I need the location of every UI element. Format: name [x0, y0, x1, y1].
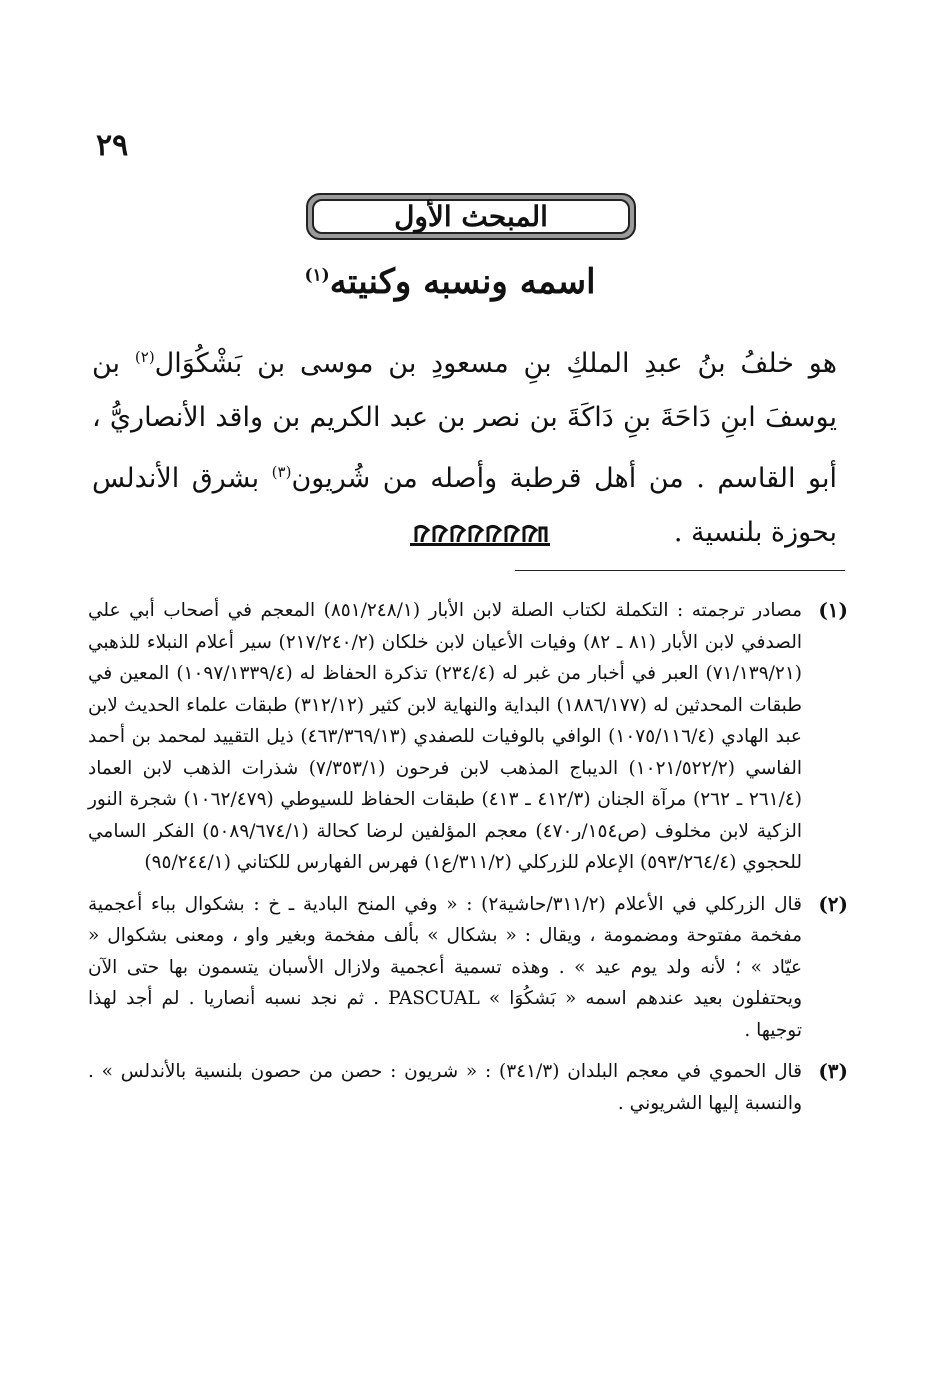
- footnote-number: (٣): [818, 1059, 848, 1083]
- main-text-part-1: هو خلفُ بنُ عبدِ الملكِ بنِ مسعودِ بن موسى بن بَشْكُوَال: [154, 348, 837, 379]
- section-title-frame: [306, 193, 636, 240]
- footnote-text: مصادر ترجمته : التكملة لكتاب الصلة لابن الأبار (٨٥١/٢٤٨/١) المعجم في أصحاب أبي علي الصدفي لابن الأبار (٨١ ـ ٨٢) وفيات الأعيان لابن خلكان (٢١٧/٢٤٠/٢) سير أعلام النبلاء للذهبي (٧١/١٣٩/٢١) العبر في أخبار من غبر له (٢٣٤/٤) تذكرة الحفاظ له (١٠٩٧/١٣٣٩/٤) المعين في طبقات المحدثين له (١٨٨٦/١٧٧) البداية والنهاية لابن كثير (٣١٢/١٢) طبقات علماء الحديث لابن عبد الهادي (١٠٧٥/١١٦/٤) الوافي بالوفيات للصفدي (٤٦٣/٣٦٩/١٣) ذيل التقييد لمحمد بن أحمد الفاسي (١٠٢١/٥٢٢/٢) الديباج المذهب لابن فرحون (٧/٣٥٣/١) شذرات الذهب لابن العماد (٢٦١/٤ ـ ٢٦٢) مرآة الجنان (٤١٢/٣ ـ ٤١٣) طبقات الحفاظ للسيوطي (١٠٦٢/٤٧٩) شجرة النور الزكية لابن مخلوف (ص١٥٤/ر٤٧٠) معجم المؤلفين لرضا كحالة (٥٠٨٩/٦٧٤/١) الفكر السامي للحجوي (٥٩٣/٢٦٤/٤) الإعلام للزركلي (٣١١/٢/ع١) فهرس الفهارس للكتاني (٩٥/٢٤٤/١): [88, 600, 803, 873]
- footnote-3: [88, 1056, 848, 1119]
- footnote-1: [88, 595, 848, 879]
- footnote-number: (٢): [818, 891, 848, 916]
- footnote-2: [88, 889, 848, 1047]
- footnotes: [88, 595, 848, 1129]
- main-text-part-3: بشرق الأندلس بحوزة بلنسية .: [92, 463, 837, 548]
- main-text-part-2: بن يوسفَ ابنِ دَاحَةَ بنِ دَاكَةَ بن نصر بن عبد الكريم بن واقد الأنصاريُّ ، أبو القاسم . من أهل قرطبة وأصله من شُريون: [92, 348, 837, 494]
- footnote-ref-2: (٢): [134, 348, 155, 366]
- footnote-number: (١): [818, 598, 848, 622]
- subtitle-footnote-ref: (١): [304, 265, 330, 286]
- decorative-ornament-icon: [410, 522, 550, 548]
- subtitle-text: اسمه ونسبه وكنيته: [329, 262, 596, 302]
- footnote-text: قال الزركلي في الأعلام (٣١١/٢/حاشية٢) : « وفي المنح البادية ـ خ : بشكوال بباء أعجمية مفخمة مفتوحة ومضمومة ، ويقال : « بشكال » بألف مفخمة وبغير واو ، ومعنى بشكوال « عيّاد » ؛ لأنه ولد يوم عيد » . وهذه تسمية أعجمية ولازال الأسبان يتسمون بها حتى الآن ويحتفلون بعيد عندهم اسمه « بَشكُوَا » PASCUAL . ثم نجد نسبه أنصاريا . لم أجد لهذا توجيها .: [88, 893, 803, 1041]
- footnote-text: قال الحموي في معجم البلدان (٣٤١/٣) : « شريون : حصن من حصون بلنسية بالأندلس » . والنسبة إليها الشريوني .: [88, 1061, 803, 1114]
- page-number: ٢٩: [96, 128, 129, 163]
- footnote-separator: [515, 570, 845, 571]
- footnote-ref-3: (٣): [271, 463, 292, 481]
- chapter-subtitle: [250, 262, 650, 302]
- section-title: المبحث الأول: [312, 199, 630, 234]
